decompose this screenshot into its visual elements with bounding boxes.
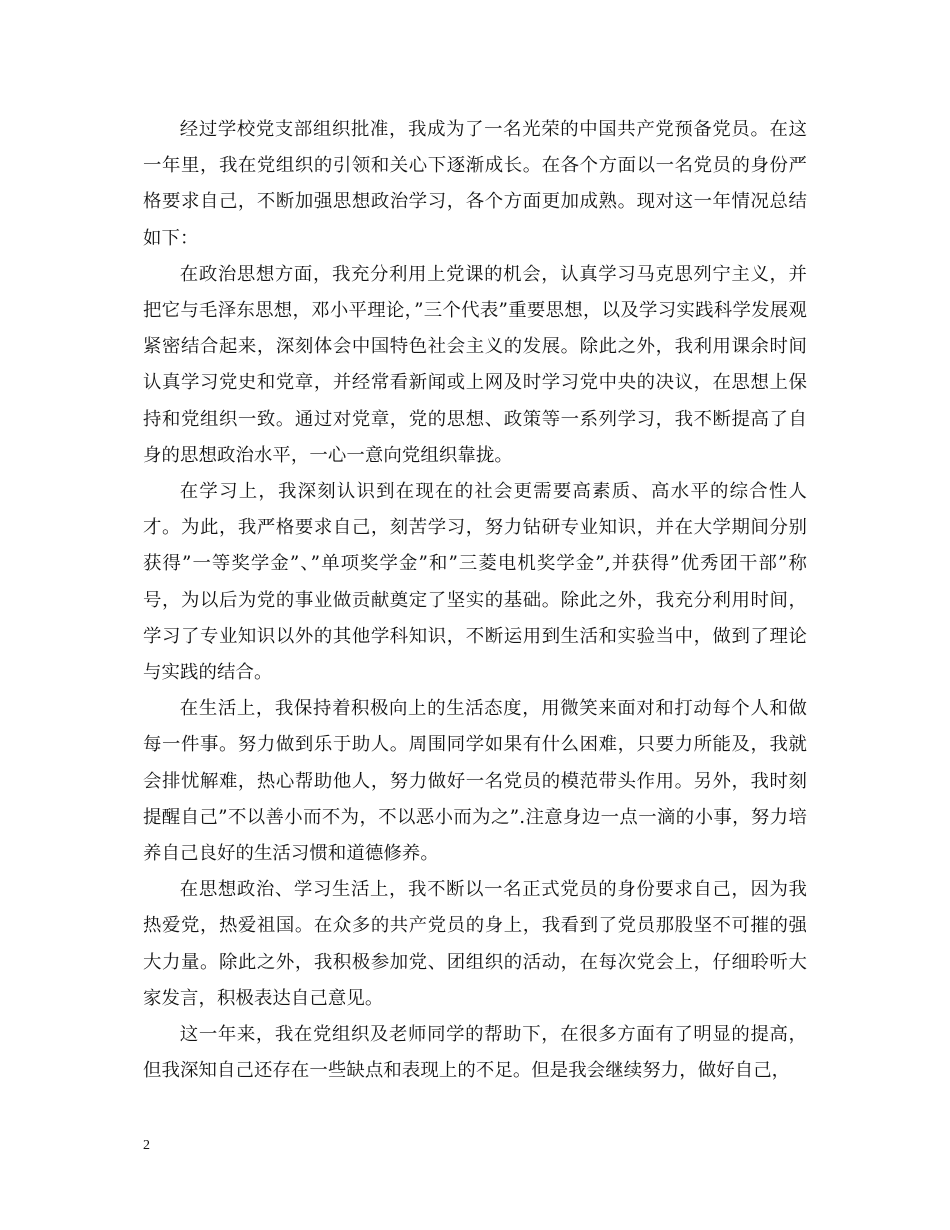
paragraph-political-thought: 在政治思想方面，我充分利用上党课的机会，认真学习马克思列宁主义，并把它与毛泽东思想，邓小平理论，”三个代表”重要思想，以及学习实践科学发展观紧密结合起来，深刻体会中国特色社会主义的发展。除此之外，我利用课余时间认真学习党史和党章，并经常看新闻或上网及时学习党中央的决议，在思想上保持和党组织一致。通过对党章，党的思想、政策等一系列学习，我不断提高了自身的思想政治水平，一心一意向党组织靠拢。 <box>143 263 807 466</box>
paragraph-study: 在学习上，我深刻认识到在现在的社会更需要高素质、高水平的综合性人才。为此，我严格要求自己，刻苦学习，努力钻研专业知识，并在大学期间分别获得”一等奖学金”、”单项奖学金”和”三菱电机奖学金”,并获得”优秀团干部”称号，为以后为党的事业做贡献奠定了坚实的基础。除此之外，我充分利用时间，学习了专业知识以外的其他学科知识，不断运用到生活和实验当中，做到了理论与实践的结合。 <box>143 481 807 684</box>
paragraph-life: 在生活上，我保持着积极向上的生活态度，用微笑来面对和打动每个人和做每一件事。努力做到乐于助人。周围同学如果有什么困难，只要力所能及，我就会排忧解难，热心帮助他人，努力做好一名党员的模范带头作用。另外，我时刻提醒自己”不以善小而不为，不以恶小而为之”.注意身边一点一滴的小事，努力培养自己良好的生活习惯和道德修养。 <box>143 698 807 865</box>
paragraph-thought-study-life: 在思想政治、学习生活上，我不断以一名正式党员的身份要求自己，因为我热爱党，热爱祖国。在众多的共产党员的身上，我看到了党员那股坚不可摧的强大力量。除此之外，我积极参加党、团组织的活动，在每次党会上，仔细聆听大家发言，积极表达自己意见。 <box>143 879 807 1009</box>
paragraph-conclusion: 这一年来，我在党组织及老师同学的帮助下，在很多方面有了明显的提高，但我深知自己还存在一些缺点和表现上的不足。但是我会继续努力，做好自己， <box>143 1024 807 1082</box>
page-number: 2 <box>143 1138 150 1153</box>
paragraph-intro: 经过学校党支部组织批准，我成为了一名光荣的中国共产党预备党员。在这一年里，我在党组织的引领和关心下逐渐成长。在各个方面以一名党员的身份严格要求自己，不断加强思想政治学习，各个方面更加成熟。现对这一年情况总结如下： <box>143 119 807 249</box>
document-body <box>143 112 807 1089</box>
